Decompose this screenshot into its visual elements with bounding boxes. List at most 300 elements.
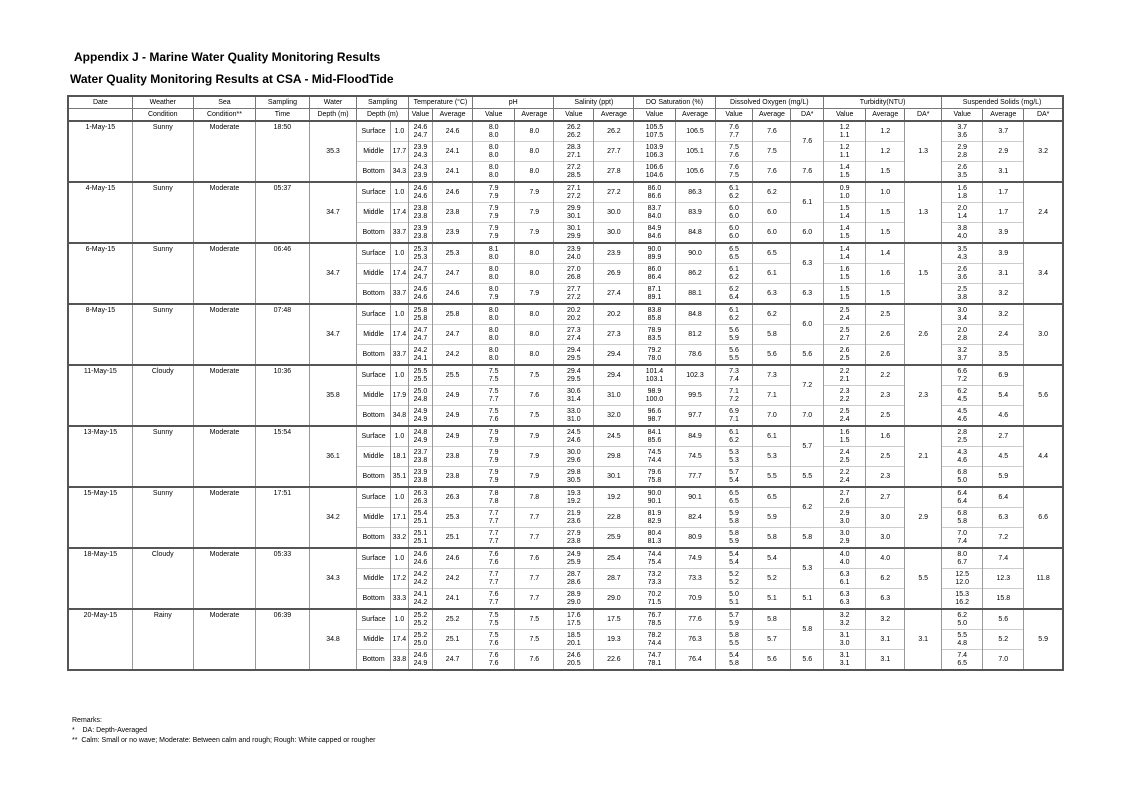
do-saturation-average: 73.3 [675,569,715,589]
header-water: Water [309,97,356,109]
ph-values-reading-2: 7.9 [488,476,499,484]
dissolved-oxygen-values-reading-2: 5.8 [729,517,739,525]
salinity-values-reading-2: 29.6 [567,456,581,464]
turbidity-average: 3.2 [866,609,905,630]
turbidity-average: 3.1 [866,650,905,670]
dissolved-oxygen-bottom: 6.3 [791,284,824,305]
ph-values-reading-1: 7.9 [488,449,499,456]
dissolved-oxygen-average: 5.6 [753,345,791,366]
ph-values-reading-2: 7.7 [488,578,499,586]
do-saturation-values-reading-1: 86.0 [647,185,662,192]
do-saturation-values-reading-2: 85.8 [647,314,662,322]
ph-values-reading-2: 7.9 [488,293,499,301]
table-row [69,304,1062,325]
ph-values [473,467,515,488]
dissolved-oxygen-values-reading-2: 5.9 [729,334,739,342]
sampling-depth-cell: 17.4 [390,203,408,223]
do-saturation-average: 84.9 [675,426,715,447]
sampling-depth-cell: 33.2 [390,528,408,549]
turbidity-average: 2.5 [866,447,905,467]
turbidity-values [824,609,866,630]
temperature-average: 24.6 [433,121,473,142]
salinity-average: 28.7 [594,569,634,589]
turbidity-values-reading-1: 2.5 [839,327,850,334]
header-ss-average: Average [983,109,1024,122]
day-group [69,304,1062,365]
temperature-values [408,345,432,366]
salinity-values-reading-2: 27.2 [567,293,581,301]
do-saturation-values-reading-1: 87.1 [647,286,662,293]
turbidity-values [824,203,866,223]
salinity-values-reading-1: 29.4 [567,347,581,354]
sampling-level-cell: Bottom [357,406,391,427]
suspended-solids-values-reading-2: 4.6 [957,456,968,464]
do-saturation-values-reading-2: 73.3 [647,578,662,586]
salinity-average: 26.2 [594,121,634,142]
suspended-solids-values-reading-2: 5.0 [957,619,968,627]
temperature-average: 24.6 [433,548,473,569]
water-depth-cell: 34.8 [309,609,356,669]
do-saturation-values-reading-2: 89.9 [647,253,662,261]
suspended-solids-values-reading-2: 3.8 [957,293,968,301]
sampling-level-cell: Middle [357,569,391,589]
suspended-solids-values [942,487,983,508]
temperature-values [408,630,432,650]
salinity-average: 25.9 [594,528,634,549]
temperature-values-reading-1: 24.2 [413,347,428,354]
sampling-level-cell: Middle [357,325,391,345]
salinity-values [554,609,594,630]
temperature-values-reading-2: 24.8 [413,395,428,403]
weather-cell: Cloudy [132,548,193,609]
suspended-solids-average: 3.9 [983,223,1024,244]
suspended-solids-values-reading-1: 6.6 [957,368,968,375]
turbidity-values-reading-1: 0.9 [839,185,850,192]
salinity-values [554,264,594,284]
ph-values-reading-1: 7.6 [488,591,499,598]
weather-cell: Sunny [132,182,193,243]
temperature-values-reading-1: 25.8 [413,307,428,314]
do-saturation-average: 105.6 [675,162,715,183]
salinity-values [554,325,594,345]
suspended-solids-average: 5.6 [983,609,1024,630]
turbidity-values-reading-2: 2.7 [839,334,850,342]
suspended-solids-values-reading-2: 7.4 [957,537,968,545]
header-weather: Weather [132,97,193,109]
do-saturation-average: 82.4 [675,508,715,528]
dissolved-oxygen-values [715,406,753,427]
salinity-values-reading-2: 19.2 [567,497,581,505]
dissolved-oxygen-values [715,203,753,223]
dissolved-oxygen-values-reading-2: 5.3 [729,456,739,464]
ph-values-reading-2: 7.7 [488,395,499,403]
salinity-values-reading-2: 29.5 [567,354,581,362]
temperature-values-reading-1: 24.6 [413,551,428,558]
turbidity-values [824,528,866,549]
temperature-values-reading-1: 24.2 [413,571,428,578]
temperature-average: 24.1 [433,142,473,162]
header-temperature: Temperature (°C) [408,97,472,109]
suspended-solids-values-reading-1: 2.9 [957,144,968,151]
remarks-sea-condition-note: ** Calm: Small or no wave; Moderate: Between calm and rough; Rough: White capped or rougher [72,737,376,744]
temperature-values [408,304,432,325]
salinity-average: 25.4 [594,548,634,569]
dissolved-oxygen-values [715,243,753,264]
dissolved-oxygen-average: 6.1 [753,264,791,284]
turbidity-values-reading-2: 3.0 [839,639,850,647]
do-saturation-values-reading-1: 78.9 [647,327,662,334]
temperature-values-reading-1: 25.4 [413,510,428,517]
dissolved-oxygen-values-reading-2: 6.2 [729,273,739,281]
suspended-solids-values-reading-1: 3.2 [957,347,968,354]
sampling-depth-cell: 1.0 [390,548,408,569]
turbidity-values [824,447,866,467]
sampling-depth-cell: 17.9 [390,386,408,406]
salinity-values-reading-2: 29.0 [567,598,581,606]
turbidity-values [824,386,866,406]
turbidity-da: 2.3 [905,365,942,426]
suspended-solids-values [942,325,983,345]
temperature-values-reading-2: 24.9 [413,659,428,667]
dissolved-oxygen-values-reading-1: 6.2 [729,286,739,293]
suspended-solids-values-reading-1: 2.8 [957,429,968,436]
do-saturation-values [634,528,675,549]
do-saturation-values-reading-1: 80.4 [647,530,662,537]
weather-cell: Sunny [132,426,193,487]
ph-values-reading-2: 8.0 [488,151,499,159]
temperature-average: 24.7 [433,325,473,345]
turbidity-values-reading-1: 2.9 [839,510,850,517]
header-sea: Sea [193,97,255,109]
salinity-average: 29.4 [594,365,634,386]
remarks-da-note: * DA: Depth-Averaged [72,727,147,734]
temperature-values-reading-2: 24.6 [413,293,428,301]
do-saturation-values-reading-2: 83.5 [647,334,662,342]
water-depth-cell: 35.3 [309,121,356,182]
suspended-solids-values [942,223,983,244]
temperature-values-reading-2: 25.3 [413,253,428,261]
sampling-level-cell: Surface [357,426,391,447]
dissolved-oxygen-values-reading-1: 5.8 [729,632,739,639]
turbidity-values-reading-2: 3.1 [839,659,850,667]
do-saturation-values-reading-2: 103.1 [645,375,664,383]
do-saturation-average: 105.1 [675,142,715,162]
do-saturation-values-reading-2: 100.0 [645,395,664,403]
sampling-time-cell: 05:37 [256,182,310,243]
temperature-values-reading-2: 24.7 [413,334,428,342]
turbidity-values-reading-2: 2.1 [839,375,850,383]
salinity-values-reading-1: 27.3 [567,327,581,334]
turbidity-values [824,345,866,366]
dissolved-oxygen-values-reading-1: 6.1 [729,266,739,273]
suspended-solids-values-reading-1: 2.5 [957,286,968,293]
salinity-values [554,650,594,670]
header-sampling-depth-unit: Depth (m) [357,109,409,122]
dissolved-oxygen-values-reading-2: 6.5 [729,497,739,505]
header-do-saturation: DO Saturation (%) [634,97,715,109]
turbidity-values-reading-2: 4.0 [839,558,850,566]
ph-average: 7.7 [515,589,554,610]
suspended-solids-values [942,284,983,305]
dissolved-oxygen-values-reading-2: 7.1 [729,415,739,423]
dissolved-oxygen-values-reading-2: 7.5 [729,171,739,179]
sampling-time-cell: 17:51 [256,487,310,548]
do-saturation-values-reading-2: 86.4 [647,273,662,281]
dissolved-oxygen-values-reading-2: 5.9 [729,537,739,545]
ph-values-reading-2: 7.7 [488,517,499,525]
ph-values-reading-1: 7.9 [488,225,499,232]
do-saturation-average: 88.1 [675,284,715,305]
suspended-solids-values [942,264,983,284]
sampling-depth-cell: 17.2 [390,569,408,589]
do-saturation-values-reading-1: 79.6 [647,469,662,476]
do-saturation-values [634,650,675,670]
salinity-average: 27.2 [594,182,634,203]
do-saturation-values [634,121,675,142]
turbidity-average: 2.7 [866,487,905,508]
do-saturation-average: 102.3 [675,365,715,386]
salinity-values [554,304,594,325]
do-saturation-average: 86.2 [675,264,715,284]
do-saturation-average: 74.5 [675,447,715,467]
salinity-values [554,223,594,244]
salinity-values [554,162,594,183]
dissolved-oxygen-values-reading-2: 6.0 [729,232,739,240]
turbidity-values-reading-1: 2.2 [839,469,850,476]
ph-average: 7.5 [515,406,554,427]
table-row [69,365,1062,386]
dissolved-oxygen-values [715,304,753,325]
turbidity-values-reading-2: 2.5 [839,456,850,464]
temperature-values [408,589,432,610]
ph-values-reading-1: 7.9 [488,469,499,476]
do-saturation-values-reading-1: 70.2 [647,591,662,598]
ph-average: 8.0 [515,264,554,284]
ph-average: 7.9 [515,467,554,488]
results-table-frame [67,95,1064,671]
turbidity-values-reading-1: 2.5 [839,408,850,415]
salinity-values-reading-1: 23.9 [567,246,581,253]
dissolved-oxygen-values [715,142,753,162]
salinity-values [554,243,594,264]
header-row-bottom [69,109,1062,122]
turbidity-values [824,304,866,325]
do-saturation-values [634,386,675,406]
ph-average: 7.5 [515,365,554,386]
ph-values [473,182,515,203]
header-turb-value: Value [824,109,866,122]
table-row [69,548,1062,569]
temperature-values [408,406,432,427]
suspended-solids-values-reading-2: 3.7 [957,354,968,362]
dissolved-oxygen-values-reading-1: 6.1 [729,185,739,192]
suspended-solids-values [942,142,983,162]
suspended-solids-values-reading-1: 6.8 [957,510,968,517]
salinity-values-reading-1: 19.3 [567,490,581,497]
dissolved-oxygen-values [715,487,753,508]
header-sal-average: Average [594,109,634,122]
salinity-values-reading-1: 27.2 [567,164,581,171]
turbidity-average: 2.6 [866,345,905,366]
sampling-depth-cell: 17.4 [390,325,408,345]
do-saturation-average: 84.8 [675,223,715,244]
temperature-average: 24.2 [433,345,473,366]
water-depth-cell: 34.2 [309,487,356,548]
ph-values-reading-2: 7.9 [488,192,499,200]
date-cell: 11-May-15 [69,365,132,426]
temperature-values-reading-2: 24.9 [413,436,428,444]
temperature-values-reading-1: 24.7 [413,266,428,273]
header-ss-value: Value [942,109,983,122]
temperature-values-reading-2: 24.2 [413,578,428,586]
salinity-values-reading-1: 30.0 [567,449,581,456]
sampling-level-cell: Surface [357,121,391,142]
salinity-values-reading-2: 26.2 [567,131,581,139]
sea-condition-cell: Moderate [193,426,255,487]
sea-condition-cell: Moderate [193,182,255,243]
turbidity-values [824,365,866,386]
do-saturation-average: 83.9 [675,203,715,223]
dissolved-oxygen-average: 5.3 [753,447,791,467]
do-saturation-values-reading-2: 78.1 [647,659,662,667]
temperature-values-reading-1: 24.6 [413,286,428,293]
temperature-values-reading-2: 25.0 [413,639,428,647]
salinity-values [554,487,594,508]
turbidity-values-reading-1: 1.5 [839,286,850,293]
ph-values [473,325,515,345]
ph-values-reading-1: 7.5 [488,612,499,619]
sampling-level-cell: Surface [357,609,391,630]
temperature-values [408,284,432,305]
ph-average: 8.0 [515,243,554,264]
dissolved-oxygen-average: 5.8 [753,528,791,549]
dissolved-oxygen-values-reading-1: 7.3 [729,368,739,375]
temperature-values-reading-2: 25.2 [413,619,428,627]
do-saturation-values-reading-2: 98.7 [647,415,662,423]
turbidity-average: 1.5 [866,284,905,305]
turbidity-values [824,121,866,142]
dissolved-oxygen-values [715,345,753,366]
ph-values-reading-1: 8.0 [488,286,499,293]
turbidity-values [824,406,866,427]
suspended-solids-values [942,569,983,589]
sea-condition-cell: Moderate [193,243,255,304]
suspended-solids-average: 5.4 [983,386,1024,406]
ph-values [473,264,515,284]
temperature-values-reading-1: 24.3 [413,164,428,171]
temperature-average: 24.7 [433,650,473,670]
turbidity-values [824,630,866,650]
sampling-depth-cell: 1.0 [390,487,408,508]
temperature-average: 24.9 [433,426,473,447]
ph-values-reading-1: 7.7 [488,530,499,537]
salinity-values-reading-2: 27.1 [567,151,581,159]
salinity-values [554,630,594,650]
suspended-solids-values-reading-2: 1.4 [957,212,968,220]
ph-average: 7.9 [515,426,554,447]
salinity-average: 29.4 [594,345,634,366]
suspended-solids-average: 3.1 [983,264,1024,284]
header-dissolved-oxygen: Dissolved Oxygen (mg/L) [715,97,824,109]
sampling-depth-cell: 1.0 [390,182,408,203]
temperature-average: 25.2 [433,609,473,630]
turbidity-values-reading-2: 2.4 [839,415,850,423]
dissolved-oxygen-values-reading-1: 5.2 [729,571,739,578]
dissolved-oxygen-da: 5.3 [791,548,824,589]
header-row-top [69,97,1062,109]
temperature-values [408,609,432,630]
do-saturation-values [634,406,675,427]
suspended-solids-values-reading-1: 3.5 [957,246,968,253]
temperature-values-reading-1: 23.8 [413,205,428,212]
temperature-values [408,447,432,467]
do-saturation-values [634,223,675,244]
temperature-values-reading-2: 25.5 [413,375,428,383]
temperature-values-reading-1: 24.6 [413,652,428,659]
temperature-average: 24.6 [433,182,473,203]
table-title: Water Quality Monitoring Results at CSA - Mid-FloodTide [70,72,394,86]
dissolved-oxygen-average: 6.1 [753,426,791,447]
salinity-values-reading-1: 27.1 [567,185,581,192]
remarks [72,716,376,746]
dissolved-oxygen-values-reading-2: 7.6 [729,151,739,159]
suspended-solids-values [942,162,983,183]
do-saturation-average: 78.6 [675,345,715,366]
turbidity-values-reading-2: 1.5 [839,436,850,444]
ph-values-reading-1: 7.5 [488,408,499,415]
salinity-average: 32.0 [594,406,634,427]
do-saturation-values-reading-2: 78.0 [647,354,662,362]
ph-values-reading-2: 7.9 [488,232,499,240]
do-saturation-values-reading-1: 96.6 [647,408,662,415]
turbidity-values-reading-1: 3.0 [839,530,850,537]
sampling-depth-cell: 18.1 [390,447,408,467]
do-saturation-average: 90.0 [675,243,715,264]
do-saturation-values-reading-1: 83.7 [647,205,662,212]
ph-values [473,508,515,528]
turbidity-values-reading-2: 1.1 [839,151,850,159]
salinity-values-reading-2: 29.9 [567,232,581,240]
suspended-solids-values [942,508,983,528]
salinity-values-reading-2: 23.6 [567,517,581,525]
sampling-time-cell: 10:36 [256,365,310,426]
day-group [69,365,1062,426]
suspended-solids-values [942,406,983,427]
suspended-solids-average: 7.4 [983,548,1024,569]
suspended-solids-values-reading-2: 2.8 [957,151,968,159]
salinity-values-reading-1: 24.5 [567,429,581,436]
suspended-solids-values-reading-1: 5.5 [957,632,968,639]
salinity-values-reading-2: 24.6 [567,436,581,444]
turbidity-values [824,650,866,670]
sampling-level-cell: Surface [357,487,391,508]
salinity-values-reading-1: 30.1 [567,225,581,232]
turbidity-average: 1.2 [866,142,905,162]
turbidity-values-reading-1: 3.1 [839,632,850,639]
turbidity-average: 2.5 [866,304,905,325]
sampling-time-cell: 06:39 [256,609,310,669]
suspended-solids-values-reading-2: 12.0 [955,578,969,586]
turbidity-da: 2.1 [905,426,942,487]
suspended-solids-average: 2.7 [983,426,1024,447]
dissolved-oxygen-values-reading-2: 6.5 [729,253,739,261]
dissolved-oxygen-bottom: 5.6 [791,650,824,670]
do-saturation-values-reading-2: 84.0 [647,212,662,220]
do-saturation-values-reading-1: 90.0 [647,246,662,253]
salinity-values-reading-1: 17.6 [567,612,581,619]
dissolved-oxygen-values-reading-2: 7.4 [729,375,739,383]
temperature-values [408,325,432,345]
